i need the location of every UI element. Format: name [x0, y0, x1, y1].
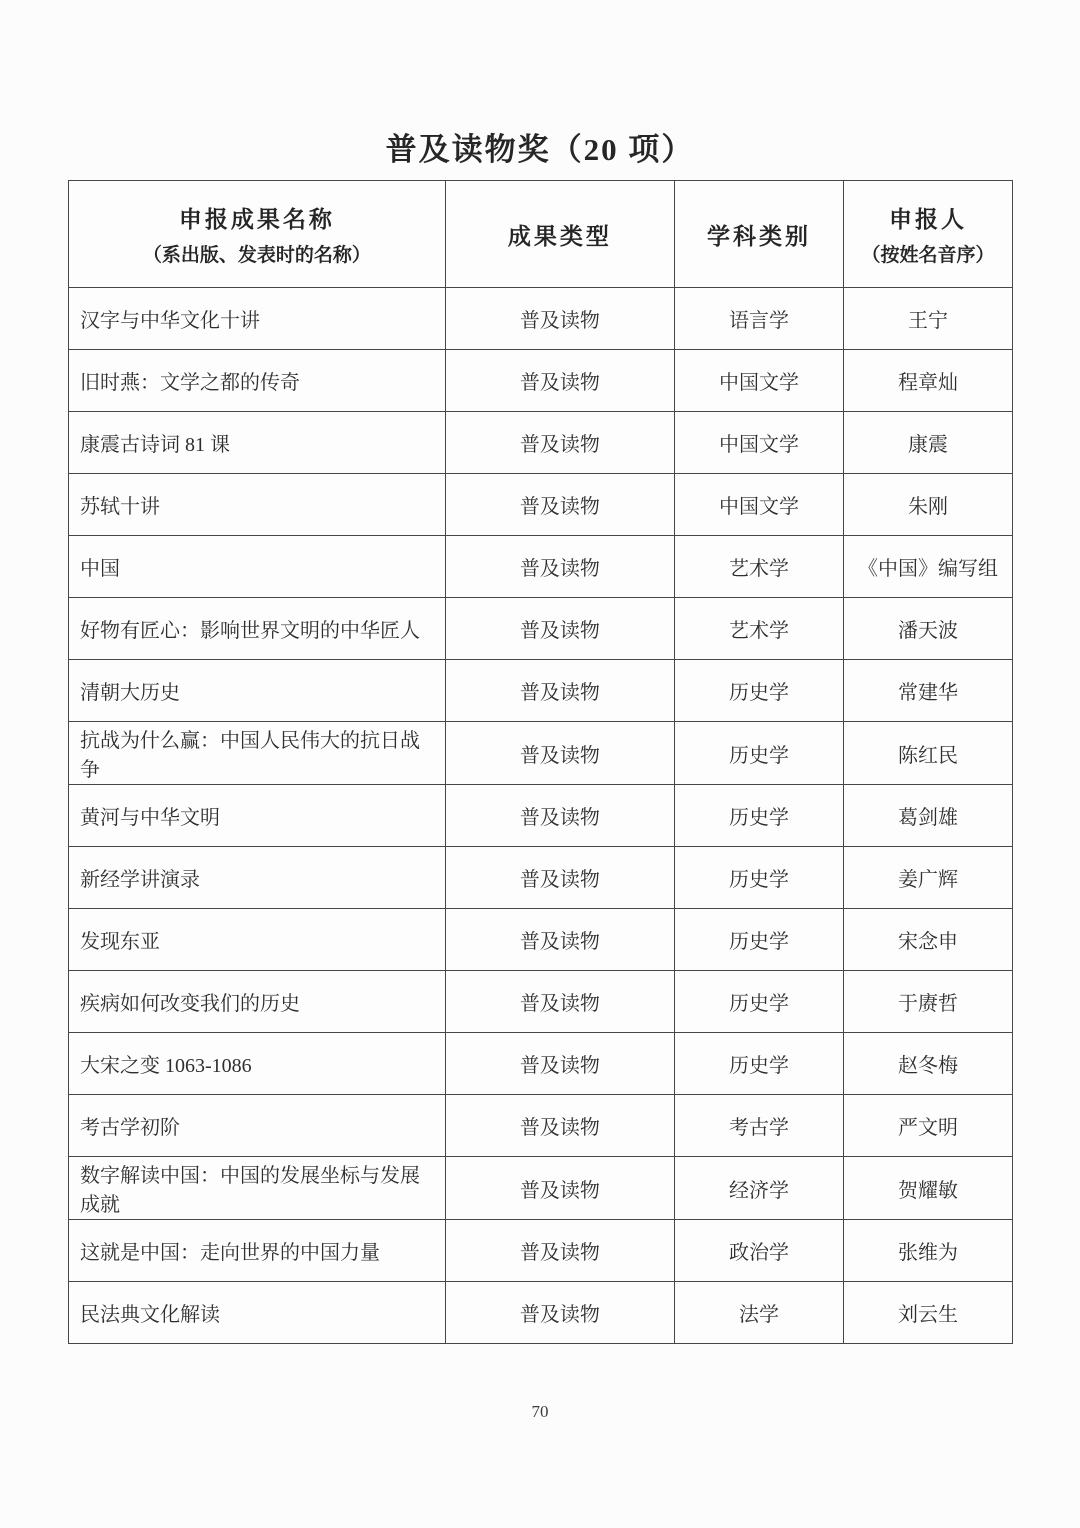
header-result-name-sub: （系出版、发表时的名称） — [142, 245, 371, 266]
table-row — [69, 660, 1013, 722]
discipline-cell: 艺术学 — [675, 598, 844, 660]
applicant-cell: 贺耀敏 — [844, 1157, 1013, 1220]
header-applicant-sub: （按姓名音序） — [861, 245, 995, 266]
result-type-cell: 普及读物 — [445, 1095, 674, 1157]
table-body — [69, 288, 1013, 1344]
table-row — [69, 971, 1013, 1033]
table-row — [69, 598, 1013, 660]
discipline-cell: 历史学 — [675, 660, 844, 722]
discipline-cell: 中国文学 — [675, 412, 844, 474]
discipline-cell: 历史学 — [675, 1033, 844, 1095]
result-type-cell: 普及读物 — [445, 350, 674, 412]
header-discipline — [675, 181, 844, 288]
result-name-cell: 旧时燕：文学之都的传奇 — [69, 350, 446, 412]
header-applicant — [844, 181, 1013, 288]
table-row — [69, 722, 1013, 785]
table-header — [69, 181, 1013, 288]
result-type-cell: 普及读物 — [445, 785, 674, 847]
discipline-cell: 政治学 — [675, 1220, 844, 1282]
result-name-cell: 疾病如何改变我们的历史 — [69, 971, 446, 1033]
discipline-cell: 历史学 — [675, 971, 844, 1033]
applicant-cell: 于赓哲 — [844, 971, 1013, 1033]
applicant-cell: 王宁 — [844, 288, 1013, 350]
discipline-cell: 艺术学 — [675, 536, 844, 598]
discipline-cell: 考古学 — [675, 1095, 844, 1157]
header-applicant-main: 申报人 — [889, 207, 967, 232]
discipline-cell: 中国文学 — [675, 350, 844, 412]
result-type-cell: 普及读物 — [445, 909, 674, 971]
result-name-cell: 大宋之变 1063-1086 — [69, 1033, 446, 1095]
result-name-cell: 考古学初阶 — [69, 1095, 446, 1157]
result-type-cell: 普及读物 — [445, 288, 674, 350]
result-type-cell: 普及读物 — [445, 1157, 674, 1220]
award-table — [68, 180, 1013, 1344]
table-row — [69, 536, 1013, 598]
discipline-cell: 历史学 — [675, 847, 844, 909]
discipline-cell: 经济学 — [675, 1157, 844, 1220]
result-name-cell: 新经学讲演录 — [69, 847, 446, 909]
header-result-type — [445, 181, 674, 288]
table-row — [69, 1282, 1013, 1344]
applicant-cell: 刘云生 — [844, 1282, 1013, 1344]
result-name-cell: 康震古诗词 81 课 — [69, 412, 446, 474]
result-name-cell: 民法典文化解读 — [69, 1282, 446, 1344]
result-type-cell: 普及读物 — [445, 1033, 674, 1095]
discipline-cell: 历史学 — [675, 722, 844, 785]
result-name-cell: 黄河与中华文明 — [69, 785, 446, 847]
table-row — [69, 1157, 1013, 1220]
result-type-cell: 普及读物 — [445, 412, 674, 474]
header-discipline-main: 学科类别 — [707, 223, 812, 249]
table-row — [69, 785, 1013, 847]
result-type-cell: 普及读物 — [445, 660, 674, 722]
table-row — [69, 1220, 1013, 1282]
result-name-cell: 苏轼十讲 — [69, 474, 446, 536]
result-type-cell: 普及读物 — [445, 474, 674, 536]
result-name-cell: 清朝大历史 — [69, 660, 446, 722]
result-type-cell: 普及读物 — [445, 536, 674, 598]
result-name-cell: 抗战为什么赢：中国人民伟大的抗日战争 — [69, 722, 446, 785]
applicant-cell: 陈红民 — [844, 722, 1013, 785]
result-type-cell: 普及读物 — [445, 847, 674, 909]
table-row — [69, 1033, 1013, 1095]
discipline-cell: 语言学 — [675, 288, 844, 350]
applicant-cell: 宋念申 — [844, 909, 1013, 971]
result-type-cell: 普及读物 — [445, 1282, 674, 1344]
header-result-name — [69, 181, 446, 288]
discipline-cell: 历史学 — [675, 909, 844, 971]
discipline-cell: 法学 — [675, 1282, 844, 1344]
result-name-cell: 汉字与中华文化十讲 — [69, 288, 446, 350]
applicant-cell: 葛剑雄 — [844, 785, 1013, 847]
result-name-cell: 发现东亚 — [69, 909, 446, 971]
applicant-cell: 潘天波 — [844, 598, 1013, 660]
discipline-cell: 历史学 — [675, 785, 844, 847]
result-name-cell: 好物有匠心：影响世界文明的中华匠人 — [69, 598, 446, 660]
table-row — [69, 350, 1013, 412]
discipline-cell: 中国文学 — [675, 474, 844, 536]
table-row — [69, 909, 1013, 971]
table-row — [69, 847, 1013, 909]
header-result-type-main: 成果类型 — [507, 223, 612, 249]
result-name-cell: 数字解读中国：中国的发展坐标与发展成就 — [69, 1157, 446, 1220]
table-row — [69, 412, 1013, 474]
table-header-row — [69, 181, 1013, 288]
applicant-cell: 赵冬梅 — [844, 1033, 1013, 1095]
applicant-cell: 张维为 — [844, 1220, 1013, 1282]
result-type-cell: 普及读物 — [445, 598, 674, 660]
applicant-cell: 康震 — [844, 412, 1013, 474]
page-number: 70 — [531, 1402, 549, 1421]
applicant-cell: 朱刚 — [844, 474, 1013, 536]
page-title: 普及读物奖（20 项） — [385, 132, 695, 167]
result-type-cell: 普及读物 — [445, 722, 674, 785]
result-name-cell: 这就是中国：走向世界的中国力量 — [69, 1220, 446, 1282]
result-type-cell: 普及读物 — [445, 1220, 674, 1282]
result-type-cell: 普及读物 — [445, 971, 674, 1033]
applicant-cell: 姜广辉 — [844, 847, 1013, 909]
applicant-cell: 《中国》编写组 — [844, 536, 1013, 598]
applicant-cell: 常建华 — [844, 660, 1013, 722]
table-row — [69, 1095, 1013, 1157]
result-name-cell: 中国 — [69, 536, 446, 598]
table-row — [69, 288, 1013, 350]
applicant-cell: 程章灿 — [844, 350, 1013, 412]
applicant-cell: 严文明 — [844, 1095, 1013, 1157]
header-result-name-main: 申报成果名称 — [178, 207, 335, 232]
table-row — [69, 474, 1013, 536]
